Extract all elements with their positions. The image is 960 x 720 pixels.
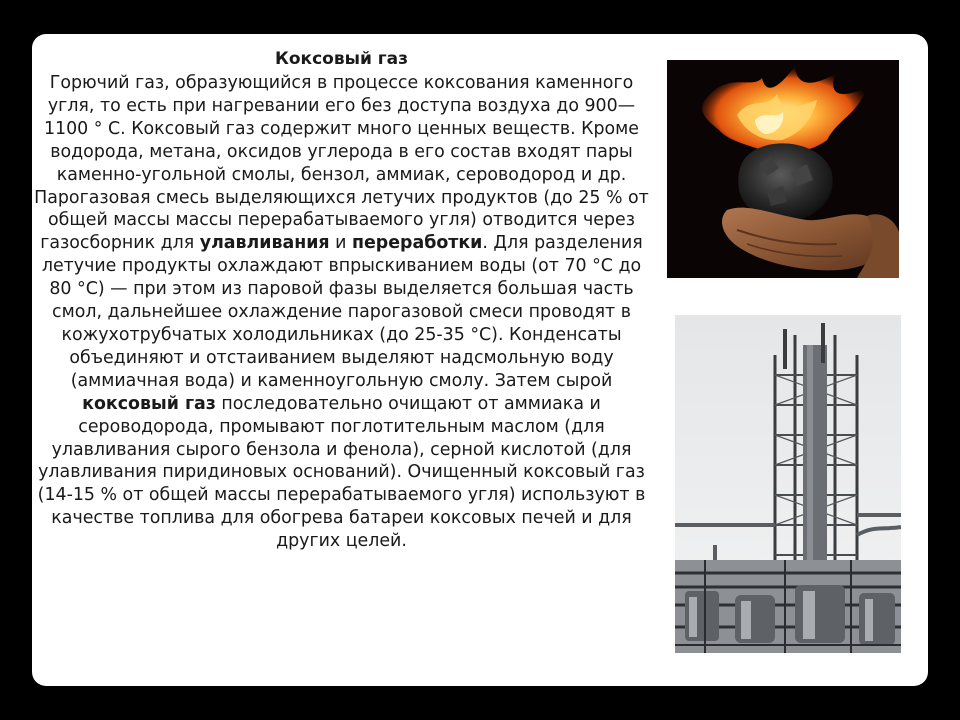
coke-plant-photo [675, 315, 901, 653]
text-column [32, 48, 651, 553]
slide-title: Коксовый газ [274, 49, 409, 69]
body-text-3: . Для разделения летучие продукты охлаждают впрыскиванием воды (от 70 °С до 80 °С) — при этом из паровой фазы выделяется большая часть смол, дальнейшее охлаждение парогазовой смеси проводят в кожухотрубчатых холодильниках (до 25-35 °С). Конденсаты объединяют и отстаиванием выделяют надсмольную воду (аммиачная вода) и каменноугольную смолу. Затем сырой [41, 233, 643, 391]
bold-coke-gas: коксовый газ [82, 393, 216, 414]
bold-capture: улавливания [199, 233, 330, 254]
coke-plant-illustration [675, 315, 901, 653]
body-text-2: и [329, 233, 352, 254]
body-text-4: последовательно очищают от аммиака и сероводорода, промывают поглотительным маслом (для улавливания сырого бензола и фенола), серной кислотой (для улавливания пиридиновых оснований). Очищенный коксовый газ (14-15 % от общей массы перерабатываемого угля) используют в качестве топлива для обогрева батареи коксовых печей и для других целей. [37, 393, 646, 552]
burning-coal-illustration [667, 60, 899, 278]
slide-card [32, 34, 928, 686]
body-text-1: Горючий газ, образующийся в процессе коксования каменного угля, то есть при нагревании его без доступа воздуха до 900—1100 ° С. Коксовый газ содержит много ценных веществ. Кроме водорода, метана, оксидов углерода в его состав входят пары каменно-угольной смолы, бензол, аммиак, сероводород и др. Парогазовая смесь выделяющихся летучих продуктов (до 25 % от общей массы массы перерабатываемого угля) отводится через газосборник для [34, 73, 649, 254]
body-paragraph [32, 72, 651, 553]
bold-processing: переработки [351, 233, 483, 254]
burning-coal-photo [667, 60, 899, 278]
